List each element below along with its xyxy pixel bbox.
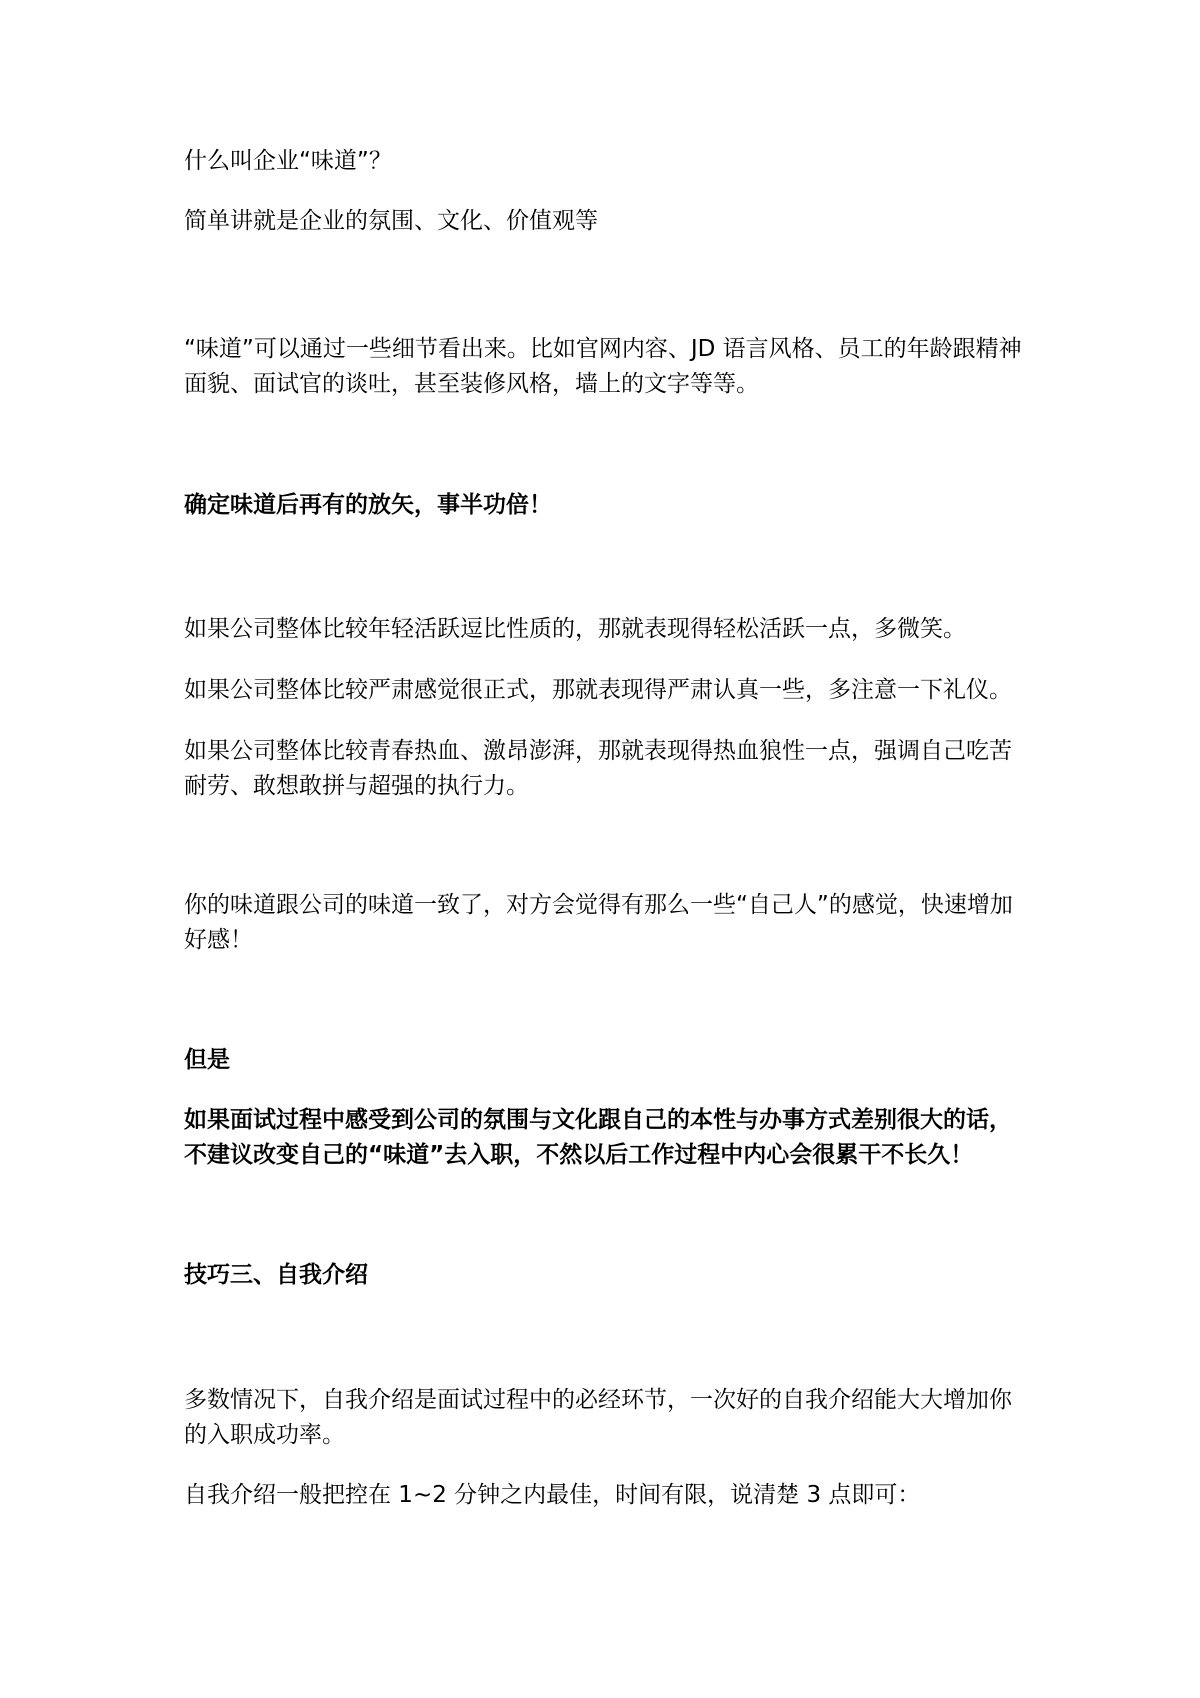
paragraph-question: 什么叫企业“味道”？: [184, 148, 392, 174]
paragraph-young-company: 如果公司整体比较年轻活跃逗比性质的，那就表现得轻松活跃一点，多微笑。: [184, 616, 966, 642]
section-heading: 技巧三、自我介绍: [184, 1262, 368, 1288]
paragraph-time-limit: 自我介绍一般把控在 1~2 分钟之内最佳，时间有限，说清楚 3 点即可：: [184, 1482, 921, 1508]
paragraph-warning: 如果面试过程中感受到公司的氛围与文化跟自己的本性与办事方式差别很大的话，不建议改变自己的“味道”去入职，不然以后工作过程中内心会很累干不长久！: [184, 1107, 1012, 1168]
paragraph-emphasis: 确定味道后再有的放矢，事半功倍！: [184, 492, 552, 518]
paragraph-match: 你的味道跟公司的味道一致了，对方会觉得有那么一些“自己人”的感觉，快速增加好感！: [184, 892, 1013, 953]
paragraph-self-intro: 多数情况下，自我介绍是面试过程中的必经环节，一次好的自我介绍能大大增加你的入职成功率。: [184, 1387, 1012, 1448]
paragraph-however: 但是: [184, 1047, 230, 1073]
paragraph-passionate-company: 如果公司整体比较青春热血、激昂澎湃，那就表现得热血狼性一点，强调自己吃苦耐劳、敢想敢拼与超强的执行力。: [184, 738, 1012, 799]
paragraph-details: “味道”可以通过一些细节看出来。比如官网内容、JD 语言风格、员工的年龄跟精神面貌、面试官的谈吐，甚至装修风格，墙上的文字等等。: [184, 336, 1022, 397]
paragraph-serious-company: 如果公司整体比较严肃感觉很正式，那就表现得严肃认真一些，多注意一下礼仪。: [184, 677, 1012, 703]
paragraph-definition: 简单讲就是企业的氛围、文化、价值观等: [184, 208, 598, 234]
